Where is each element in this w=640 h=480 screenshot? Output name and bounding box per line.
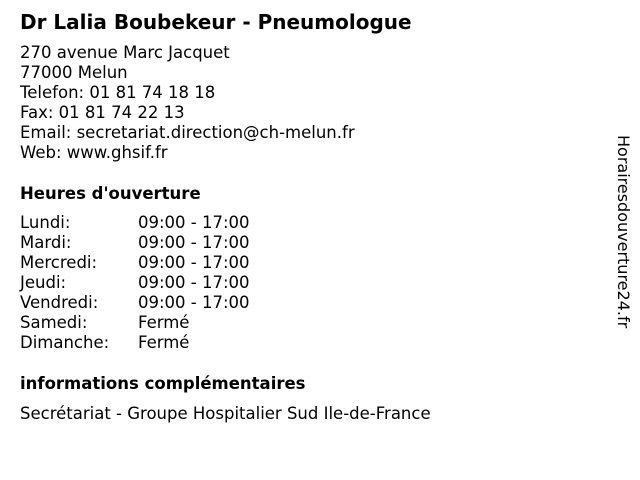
hours-row-friday (20, 293, 280, 313)
day-label: Dimanche: (20, 333, 110, 352)
hours-value: Fermé (138, 333, 190, 352)
hours-row-tuesday (20, 233, 280, 253)
contact-block (20, 43, 355, 163)
opening-hours-heading: Heures d'ouverture (20, 184, 201, 203)
web-line: Web: www.ghsif.fr (20, 143, 168, 162)
hours-row-sunday (20, 333, 280, 353)
opening-hours-table (20, 213, 280, 353)
phone-line: Telefon: 01 81 74 18 18 (20, 83, 216, 102)
hours-row-wednesday (20, 253, 280, 273)
day-label: Jeudi: (20, 273, 67, 292)
day-label: Mercredi: (20, 253, 98, 272)
hours-row-saturday (20, 313, 280, 333)
address-city: 77000 Melun (20, 63, 128, 82)
address-street: 270 avenue Marc Jacquet (20, 43, 230, 62)
day-label: Mardi: (20, 233, 72, 252)
day-label: Samedi: (20, 313, 88, 332)
side-brand-text: Horairesdouverture24.fr (614, 135, 633, 329)
page-title: Dr Lalia Boubekeur - Pneumologue (20, 10, 412, 34)
day-label: Vendredi: (20, 293, 99, 312)
hours-value: Fermé (138, 313, 190, 332)
hours-value: 09:00 - 17:00 (138, 273, 250, 292)
hours-value: 09:00 - 17:00 (138, 293, 250, 312)
additional-info-text: Secrétariat - Groupe Hospitalier Sud Ile-de-France (20, 404, 431, 423)
hours-value: 09:00 - 17:00 (138, 233, 250, 252)
hours-value: 09:00 - 17:00 (138, 213, 250, 232)
hours-row-monday (20, 213, 280, 233)
day-label: Lundi: (20, 213, 71, 232)
hours-value: 09:00 - 17:00 (138, 253, 250, 272)
hours-row-thursday (20, 273, 280, 293)
email-line: Email: secretariat.direction@ch-melun.fr (20, 123, 355, 142)
side-brand-watermark (613, 135, 633, 345)
additional-info-heading: informations complémentaires (20, 374, 306, 393)
fax-line: Fax: 01 81 74 22 13 (20, 103, 185, 122)
